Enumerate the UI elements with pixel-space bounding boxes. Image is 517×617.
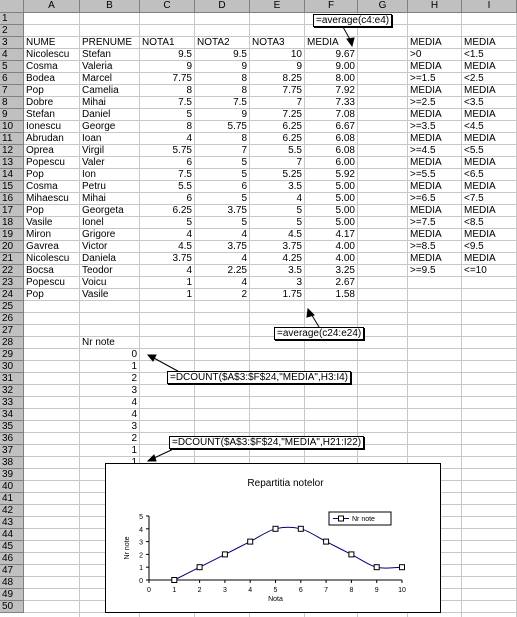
chart-data-point	[374, 565, 379, 570]
cell-a7[interactable]: Pop	[26, 85, 44, 96]
row-header-23[interactable]: 23	[0, 277, 24, 289]
cell-d4[interactable]: 9.5	[233, 49, 247, 60]
cell-b24[interactable]: Vasile	[82, 289, 109, 300]
cell-i4[interactable]: <1.5	[464, 49, 484, 60]
cell-c4[interactable]: 9.5	[178, 49, 192, 60]
row-header-8[interactable]: 8	[0, 97, 24, 109]
row-header-1[interactable]: 1	[0, 13, 24, 25]
cell-e12[interactable]: 5.5	[288, 145, 302, 156]
chart-data-point	[222, 552, 227, 557]
cell-d22[interactable]: 2.25	[227, 265, 247, 276]
cell-e11[interactable]: 6.25	[282, 133, 302, 144]
cell-header-prenume[interactable]: PRENUME	[82, 37, 133, 48]
cell-b19[interactable]: Grigore	[82, 229, 116, 240]
row-header-35[interactable]: 35	[0, 421, 24, 433]
chart-y-tick-label: 5	[139, 514, 143, 521]
chart-y-tick-label: 4	[139, 526, 143, 534]
cell-i7[interactable]: MEDIA	[464, 85, 496, 96]
column-header-i[interactable]: I	[462, 0, 517, 13]
row-header-22[interactable]: 22	[0, 265, 24, 277]
cell-h8[interactable]: >=2.5	[410, 97, 436, 108]
chart-y-tick-label: 0	[139, 578, 143, 585]
cell-c16[interactable]: 6	[186, 193, 192, 204]
cell-c15[interactable]: 5.5	[178, 181, 192, 192]
cell-h16[interactable]: >=6.5	[410, 193, 436, 204]
chart-legend-label: Nr note	[352, 516, 375, 523]
row-header-33[interactable]: 33	[0, 397, 24, 409]
row-header-48[interactable]: 48	[0, 577, 24, 589]
cell-a16[interactable]: Mihaescu	[26, 193, 69, 204]
chart-x-tick-label: 0	[147, 587, 151, 594]
chart-y-tick-label: 1	[139, 565, 143, 573]
column-header-h[interactable]: H	[408, 0, 462, 13]
cell-header-media[interactable]: MEDIA	[307, 37, 339, 48]
column-header-g[interactable]: G	[358, 0, 408, 13]
chart-x-label: Nota	[268, 596, 283, 603]
callout-average-row4: =average(c4:e4)	[313, 14, 392, 27]
row-header-15[interactable]: 15	[0, 181, 24, 193]
cell-f8[interactable]: 7.33	[335, 97, 355, 108]
cell-c12[interactable]: 5.75	[172, 145, 192, 156]
row-header-13[interactable]: 13	[0, 157, 24, 169]
row-header-27[interactable]: 27	[0, 325, 24, 337]
cell-e19[interactable]: 4.5	[288, 229, 302, 240]
chart-x-tick-label: 4	[248, 587, 253, 594]
cell-d12[interactable]: 7	[241, 145, 247, 156]
cell-a22[interactable]: Bocsa	[26, 265, 54, 276]
cell-d8[interactable]: 7.5	[233, 97, 247, 108]
cell-d23[interactable]: 4	[241, 277, 247, 288]
cell-h19[interactable]: MEDIA	[410, 229, 442, 240]
chart-repartitia-notelor[interactable]	[105, 463, 441, 613]
chart-data-point	[197, 565, 202, 570]
cell-e9[interactable]: 7.25	[282, 109, 302, 120]
cell-i9[interactable]: MEDIA	[464, 109, 496, 120]
cell-c9[interactable]: 5	[186, 109, 192, 120]
cell-f10[interactable]: 6.67	[335, 121, 355, 132]
row-header-45[interactable]: 45	[0, 541, 24, 553]
cell-h3[interactable]: MEDIA	[410, 37, 442, 48]
cell-d20[interactable]: 3.75	[227, 241, 247, 252]
row-header-18[interactable]: 18	[0, 217, 24, 229]
cell-b29[interactable]: 0	[131, 349, 137, 360]
cell-d10[interactable]: 5.75	[227, 121, 247, 132]
chart-data-point	[298, 526, 303, 531]
cell-e21[interactable]: 4.25	[282, 253, 302, 264]
cell-d6[interactable]: 8	[241, 73, 247, 84]
cell-c6[interactable]: 7.75	[172, 73, 192, 84]
cell-a19[interactable]: Miron	[26, 229, 52, 240]
cell-a14[interactable]: Pop	[26, 169, 44, 180]
cell-b9[interactable]: Daniel	[82, 109, 111, 120]
cell-d24[interactable]: 2	[241, 289, 247, 300]
chart-x-tick-label: 1	[172, 587, 177, 594]
cell-d16[interactable]: 5	[241, 193, 247, 204]
cell-b4[interactable]: Stefan	[82, 49, 111, 60]
cell-b34[interactable]: 4	[131, 409, 137, 420]
cell-i16[interactable]: <7.5	[464, 193, 484, 204]
row-header-38[interactable]: 38	[0, 457, 24, 469]
chart-x-tick-label: 10	[398, 587, 406, 594]
cell-b14[interactable]: Ion	[82, 169, 96, 180]
row-header-47[interactable]: 47	[0, 565, 24, 577]
row-header-50[interactable]: 50	[0, 601, 24, 613]
cell-f12[interactable]: 6.08	[335, 145, 355, 156]
chart-legend-marker	[339, 516, 344, 521]
cell-b28-nr-note-label[interactable]: Nr note	[82, 337, 115, 348]
cell-e15[interactable]: 3.5	[288, 181, 302, 192]
cell-e6[interactable]: 8.25	[282, 73, 302, 84]
row-header-6[interactable]: 6	[0, 73, 24, 85]
cell-b7[interactable]: Camelia	[82, 85, 119, 96]
column-header-f[interactable]: F	[305, 0, 358, 13]
cell-b21[interactable]: Daniela	[82, 253, 116, 264]
callout-dcount-last: =DCOUNT($A$3:$F$24,"MEDIA",H21:I22)	[169, 436, 364, 449]
cell-i3[interactable]: MEDIA	[464, 37, 496, 48]
cell-d15[interactable]: 6	[241, 181, 247, 192]
column-header-d[interactable]: D	[195, 0, 250, 13]
row-header-40[interactable]: 40	[0, 481, 24, 493]
cell-e8[interactable]: 7	[296, 97, 302, 108]
cell-d13[interactable]: 5	[241, 157, 247, 168]
cell-c14[interactable]: 7.5	[178, 169, 192, 180]
cell-i18[interactable]: <8.5	[464, 217, 484, 228]
row-header-37[interactable]: 37	[0, 445, 24, 457]
row-header-46[interactable]: 46	[0, 553, 24, 565]
cell-e10[interactable]: 6.25	[282, 121, 302, 132]
row-header-19[interactable]: 19	[0, 229, 24, 241]
cell-f11[interactable]: 6.08	[335, 133, 355, 144]
row-header-34[interactable]: 34	[0, 409, 24, 421]
cell-b32[interactable]: 3	[131, 385, 137, 396]
cell-f4[interactable]: 9.67	[335, 49, 355, 60]
cell-h14[interactable]: >=5.5	[410, 169, 436, 180]
column-header-a[interactable]: A	[24, 0, 80, 13]
cell-i5[interactable]: MEDIA	[464, 61, 496, 72]
row-header-14[interactable]: 14	[0, 169, 24, 181]
cell-b10[interactable]: George	[82, 121, 116, 132]
chart-data-point	[248, 539, 253, 544]
cell-i21[interactable]: MEDIA	[464, 253, 496, 264]
chart-y-tick-label: 2	[139, 552, 143, 560]
callout-average-row24: =average(c24:e24)	[274, 327, 364, 340]
chart-data-point	[400, 565, 405, 570]
row-header-39[interactable]: 39	[0, 469, 24, 481]
cell-d5[interactable]: 9	[241, 61, 247, 72]
row-header-24[interactable]: 24	[0, 289, 24, 301]
cell-c23[interactable]: 1	[186, 277, 192, 288]
cell-f24[interactable]: 1.58	[335, 289, 355, 300]
cell-a21[interactable]: Nicolescu	[26, 253, 70, 264]
cell-f22[interactable]: 3.25	[335, 265, 355, 276]
chart-y-tick-label: 3	[139, 539, 143, 547]
row-header-17[interactable]: 17	[0, 205, 24, 217]
cell-c8[interactable]: 7.5	[178, 97, 192, 108]
column-header-c[interactable]: C	[140, 0, 195, 13]
cell-b13[interactable]: Valer	[82, 157, 105, 168]
cell-i13[interactable]: MEDIA	[464, 157, 496, 168]
cell-f21[interactable]: 4.00	[335, 253, 355, 264]
chart-data-point	[273, 526, 278, 531]
cell-c13[interactable]: 6	[186, 157, 192, 168]
cell-c21[interactable]: 3.75	[172, 253, 192, 264]
chart-x-tick-label: 5	[273, 587, 278, 594]
cell-c20[interactable]: 4.5	[178, 241, 192, 252]
cell-d9[interactable]: 9	[241, 109, 247, 120]
row-header-29[interactable]: 29	[0, 349, 24, 361]
cell-i22[interactable]: <=10	[464, 265, 487, 276]
cell-f6[interactable]: 8.00	[335, 73, 355, 84]
row-header-30[interactable]: 30	[0, 361, 24, 373]
row-header-5[interactable]: 5	[0, 61, 24, 73]
cell-i12[interactable]: <5.5	[464, 145, 484, 156]
cell-a9[interactable]: Stefan	[26, 109, 55, 120]
cell-d7[interactable]: 8	[241, 85, 247, 96]
chart-data-point	[349, 552, 354, 557]
cell-h4[interactable]: >0	[410, 49, 422, 60]
row-header-43[interactable]: 43	[0, 517, 24, 529]
cell-h6[interactable]: >=1.5	[410, 73, 436, 84]
cell-c19[interactable]: 4	[186, 229, 192, 240]
column-header-b[interactable]: B	[80, 0, 140, 13]
cell-h12[interactable]: >=4.5	[410, 145, 436, 156]
cell-e22[interactable]: 3.5	[288, 265, 302, 276]
cell-b31[interactable]: 2	[131, 373, 137, 384]
cell-a5[interactable]: Cosma	[26, 61, 58, 72]
cell-a24[interactable]: Pop	[26, 289, 44, 300]
cell-b30[interactable]: 1	[131, 361, 137, 372]
cell-e4[interactable]: 10	[290, 49, 302, 60]
cell-b22[interactable]: Teodor	[82, 265, 113, 276]
chart-title: Repartitia notelor	[247, 478, 324, 489]
cell-i11[interactable]: MEDIA	[464, 133, 496, 144]
cell-a11[interactable]: Abrudan	[26, 133, 64, 144]
cell-h15[interactable]: MEDIA	[410, 181, 442, 192]
cell-h17[interactable]: MEDIA	[410, 205, 442, 216]
cell-b8[interactable]: Mihai	[82, 97, 106, 108]
cell-i17[interactable]: MEDIA	[464, 205, 496, 216]
cell-e18[interactable]: 5	[296, 217, 302, 228]
cell-c7[interactable]: 8	[186, 85, 192, 96]
cell-d21[interactable]: 4	[241, 253, 247, 264]
chart-plot	[106, 464, 440, 612]
row-header-16[interactable]: 16	[0, 193, 24, 205]
row-header-21[interactable]: 21	[0, 253, 24, 265]
cell-h11[interactable]: MEDIA	[410, 133, 442, 144]
row-header-41[interactable]: 41	[0, 493, 24, 505]
cell-f16[interactable]: 5.00	[335, 193, 355, 204]
cell-d11[interactable]: 8	[241, 133, 247, 144]
cell-i19[interactable]: MEDIA	[464, 229, 496, 240]
row-header-28[interactable]: 28	[0, 337, 24, 349]
chart-x-tick-label: 3	[222, 587, 227, 594]
cell-h9[interactable]: MEDIA	[410, 109, 442, 120]
cell-h20[interactable]: >=8.5	[410, 241, 436, 252]
cell-header-nota1[interactable]: NOTA1	[142, 37, 175, 48]
row-header-49[interactable]: 49	[0, 589, 24, 601]
cell-a23[interactable]: Popescu	[26, 277, 65, 288]
row-header-20[interactable]: 20	[0, 241, 24, 253]
cell-e5[interactable]: 9	[296, 61, 302, 72]
row-header-9[interactable]: 9	[0, 109, 24, 121]
cell-c17[interactable]: 6.25	[172, 205, 192, 216]
cell-c5[interactable]: 9	[186, 61, 192, 72]
chart-x-tick-label: 7	[324, 587, 329, 594]
cell-b36[interactable]: 2	[131, 433, 137, 444]
chart-x-tick-label: 6	[298, 587, 303, 594]
cell-f7[interactable]: 7.92	[335, 85, 355, 96]
cell-header-nota3[interactable]: NOTA3	[252, 37, 285, 48]
row-header-2[interactable]: 2	[0, 25, 24, 37]
row-header-31[interactable]: 31	[0, 373, 24, 385]
chart-data-point	[324, 539, 329, 544]
cell-c11[interactable]: 4	[186, 133, 192, 144]
cell-e17[interactable]: 5	[296, 205, 302, 216]
cell-b23[interactable]: Voicu	[82, 277, 107, 288]
cell-i10[interactable]: <4.5	[464, 121, 484, 132]
cell-a15[interactable]: Cosma	[26, 181, 58, 192]
callout-dcount-first: =DCOUNT($A$3:$F$24,"MEDIA",H3:I4)	[167, 371, 351, 384]
cell-b15[interactable]: Petru	[82, 181, 106, 192]
cell-a4[interactable]: Nicolescu	[26, 49, 70, 60]
chart-x-tick-label: 8	[349, 587, 354, 594]
chart-x-tick-label: 2	[197, 587, 202, 594]
cell-h22[interactable]: >=9.5	[410, 265, 436, 276]
cell-h5[interactable]: MEDIA	[410, 61, 442, 72]
cell-a18[interactable]: Vasile	[26, 217, 53, 228]
chart-data-point	[172, 578, 177, 583]
cell-f19[interactable]: 4.17	[335, 229, 355, 240]
row-header-42[interactable]: 42	[0, 505, 24, 517]
cell-d17[interactable]: 3.75	[227, 205, 247, 216]
cell-e7[interactable]: 7.75	[282, 85, 302, 96]
cell-b17[interactable]: Georgeta	[82, 205, 124, 216]
cell-e13[interactable]: 7	[296, 157, 302, 168]
cell-h13[interactable]: MEDIA	[410, 157, 442, 168]
cell-b20[interactable]: Victor	[82, 241, 108, 252]
cell-d19[interactable]: 4	[241, 229, 247, 240]
cell-f9[interactable]: 7.08	[335, 109, 355, 120]
cell-f15[interactable]: 5.00	[335, 181, 355, 192]
cell-a8[interactable]: Dobre	[26, 97, 54, 108]
cell-e16[interactable]: 4	[296, 193, 302, 204]
cell-d14[interactable]: 5	[241, 169, 247, 180]
cell-i15[interactable]: MEDIA	[464, 181, 496, 192]
row-header-3[interactable]: 3	[0, 37, 24, 49]
cell-d18[interactable]: 5	[241, 217, 247, 228]
row-header-26[interactable]: 26	[0, 313, 24, 325]
row-header-7[interactable]: 7	[0, 85, 24, 97]
cell-h7[interactable]: MEDIA	[410, 85, 442, 96]
row-header-36[interactable]: 36	[0, 433, 24, 445]
row-header-4[interactable]: 4	[0, 49, 24, 61]
cell-e24[interactable]: 1.75	[282, 289, 302, 300]
cell-i14[interactable]: <6.5	[464, 169, 484, 180]
row-header-44[interactable]: 44	[0, 529, 24, 541]
cell-b12[interactable]: Virgil	[82, 145, 105, 156]
cell-e23[interactable]: 3	[296, 277, 302, 288]
cell-i6[interactable]: <2.5	[464, 73, 484, 84]
cell-a17[interactable]: Pop	[26, 205, 44, 216]
cell-a6[interactable]: Bodea	[26, 73, 55, 84]
cell-a13[interactable]: Popescu	[26, 157, 65, 168]
chart-series-line	[174, 527, 402, 580]
cell-i8[interactable]: <3.5	[464, 97, 484, 108]
cell-f14[interactable]: 5.92	[335, 169, 355, 180]
cell-h21[interactable]: MEDIA	[410, 253, 442, 264]
cell-h10[interactable]: >=3.5	[410, 121, 436, 132]
cell-b35[interactable]: 3	[131, 421, 137, 432]
row-header-10[interactable]: 10	[0, 121, 24, 133]
cell-f17[interactable]: 5.00	[335, 205, 355, 216]
cell-header-nume[interactable]: NUME	[26, 37, 56, 48]
row-header-25[interactable]: 25	[0, 301, 24, 313]
chart-y-label: Nr note	[124, 536, 131, 560]
cell-f23[interactable]: 2.67	[335, 277, 355, 288]
cell-b16[interactable]: Mihai	[82, 193, 106, 204]
cell-b37[interactable]: 1	[131, 445, 137, 456]
cell-e14[interactable]: 5.25	[282, 169, 302, 180]
cell-header-nota2[interactable]: NOTA2	[197, 37, 230, 48]
cell-b6[interactable]: Marcel	[82, 73, 113, 84]
cell-a20[interactable]: Gavrea	[26, 241, 59, 252]
cell-c18[interactable]: 5	[186, 217, 192, 228]
cell-f13[interactable]: 6.00	[335, 157, 355, 168]
cell-f20[interactable]: 4.00	[335, 241, 355, 252]
cell-a12[interactable]: Oprea	[26, 145, 54, 156]
row-header-32[interactable]: 32	[0, 385, 24, 397]
cell-b18[interactable]: Ionel	[82, 217, 104, 228]
cell-c22[interactable]: 4	[186, 265, 192, 276]
cell-h18[interactable]: >=7.5	[410, 217, 436, 228]
cell-e20[interactable]: 3.75	[282, 241, 302, 252]
cell-c10[interactable]: 8	[186, 121, 192, 132]
row-header-12[interactable]: 12	[0, 145, 24, 157]
cell-f5[interactable]: 9.00	[335, 61, 355, 72]
cell-b5[interactable]: Valeria	[82, 61, 113, 72]
column-header-e[interactable]: E	[250, 0, 305, 13]
cell-f18[interactable]: 5.00	[335, 217, 355, 228]
cell-c24[interactable]: 1	[186, 289, 192, 300]
cell-b33[interactable]: 4	[131, 397, 137, 408]
cell-a10[interactable]: Ionescu	[26, 121, 62, 132]
row-header-11[interactable]: 11	[0, 133, 24, 145]
chart-x-tick-label: 9	[374, 587, 379, 594]
cell-b11[interactable]: Ioan	[82, 133, 102, 144]
cell-i20[interactable]: <9.5	[464, 241, 484, 252]
